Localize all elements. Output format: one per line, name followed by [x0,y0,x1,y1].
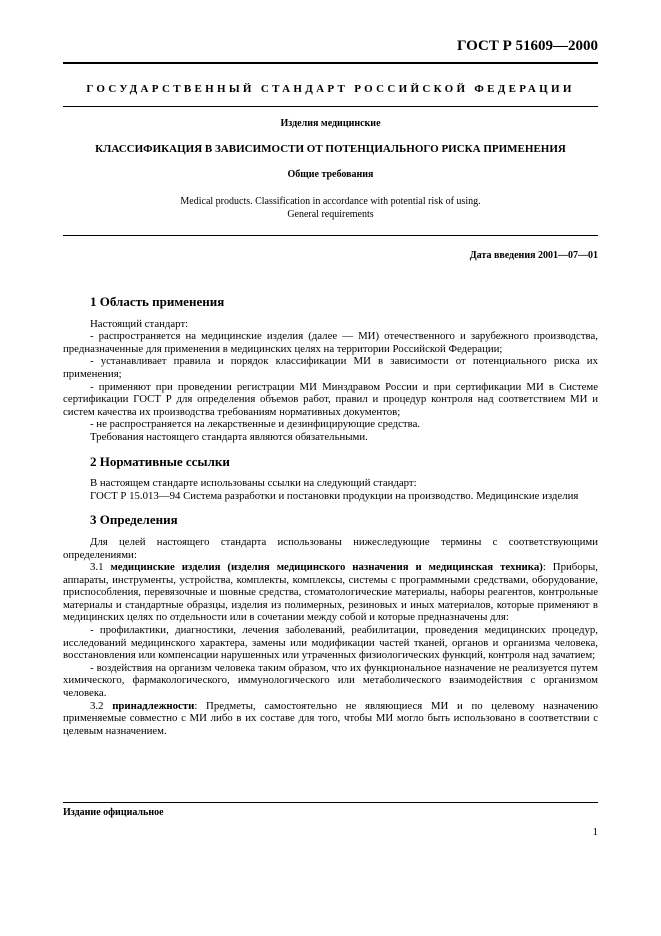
english-title-line1: Medical products. Classification in accordance with potential risk of using. [180,196,481,207]
paragraph: Требования настоящего стандарта являются обязательными. [90,430,368,443]
paragraph: Для целей настоящего стандарта использованы нижеследующие термины с соответствующими определениями: [63,535,598,561]
sub-title: Общие требования [287,169,374,180]
paragraph: - распространяется на медицинские изделия (далее — МИ) отечественного и зарубежного производства, предназначенные для применения в медицинских целях на территории Российской Федерации; [63,330,598,355]
section-3-heading: 3 Определения [90,512,178,528]
definition-term: принадлежности [112,699,195,712]
paragraph: - профилактики, диагностики, лечения заболеваний, реабилитации, проведения медицинских процедур, исследований медицинского характера, замены или модификации частей тканей, органов и организма человека, восстановления или компенсации нарушенных или утраченных физиологических функций, контроля над зачатием; [63,624,598,662]
page-number: 1 [592,826,598,838]
section-2-heading: 2 Нормативные ссылки [90,453,230,469]
header-rule-bottom [63,106,598,107]
header-rule [63,62,598,64]
english-title-line2: General requirements [287,209,374,220]
paragraph: - воздействия на организм человека таким образом, что их функциональное назначение не реализуется путем химического, фармакологического, иммунологического или метаболического взаимодействия с организмом человека. [63,661,598,700]
footer-rule [63,802,598,803]
definition-text: : Приборы, аппараты, инструменты, устройства, комплекты, комплексы, системы с программными средствами, оборудование, приспособления, перевязочные и шовные средства, стоматологические материалы, наборы реагентов, контрольные материалы и стандартные образцы, изделия из полимерных, резиновых и иных материалов, которые применяют в медицинских целях по отдельности или в сочетании между собой и которые предназначены для: [63,561,598,624]
definition-number: 3.1 [90,561,104,574]
paragraph: ГОСТ Р 15.013—94 Система разработки и постановки продукции на производство. Медицинские изделия [90,489,579,502]
definition-term: медицинские изделия (изделия медицинского назначения и медицинская техника) [110,561,543,574]
definition-3-2 [63,700,598,738]
state-standard-title: ГОСУДАРСТВЕННЫЙ СТАНДАРТ РОССИЙСКОЙ ФЕДЕРАЦИИ [86,83,575,95]
english-title [63,195,598,221]
definition-number: 3.2 [90,699,104,712]
section-1-heading: 1 Область применения [90,294,225,309]
paragraph: - устанавливает правила и порядок классификации МИ в зависимости от потенциального риска их применения; [63,355,598,380]
paragraph: В настоящем стандарте использованы ссылки на следующий стандарт: [90,477,417,490]
paragraph: - не распространяется на лекарственные и дезинфицирующие средства. [90,418,421,431]
definition-3-1 [63,561,598,624]
paragraph: - применяют при проведении регистрации МИ Минздравом России и при сертификации МИ в Системе сертификации ГОСТ Р для определения объемов работ, правил и процедур контроля над соответствием МИ и систем качества их производства требованиям нормативных документов; [63,380,598,418]
intro-date: Дата введения 2001—07—01 [469,250,598,261]
body-content [63,296,598,737]
title-rule [63,235,598,236]
edition-label: Издание официальное [63,807,164,818]
definition-text: : Предметы, самостоятельно не являющиеся МИ и по целевому назначению применяемые совместно с МИ либо в их составе для того, чтобы МИ могло быть использовано в соответствии с целевым назначением. [63,699,598,737]
paragraph: Настоящий стандарт: [90,317,189,330]
main-title: КЛАССИФИКАЦИЯ В ЗАВИСИМОСТИ ОТ ПОТЕНЦИАЛЬНОГО РИСКА ПРИМЕНЕНИЯ [95,143,566,155]
doc-number: ГОСТ Р 51609—2000 [456,38,598,54]
topic-title: Изделия медицинские [280,118,381,129]
